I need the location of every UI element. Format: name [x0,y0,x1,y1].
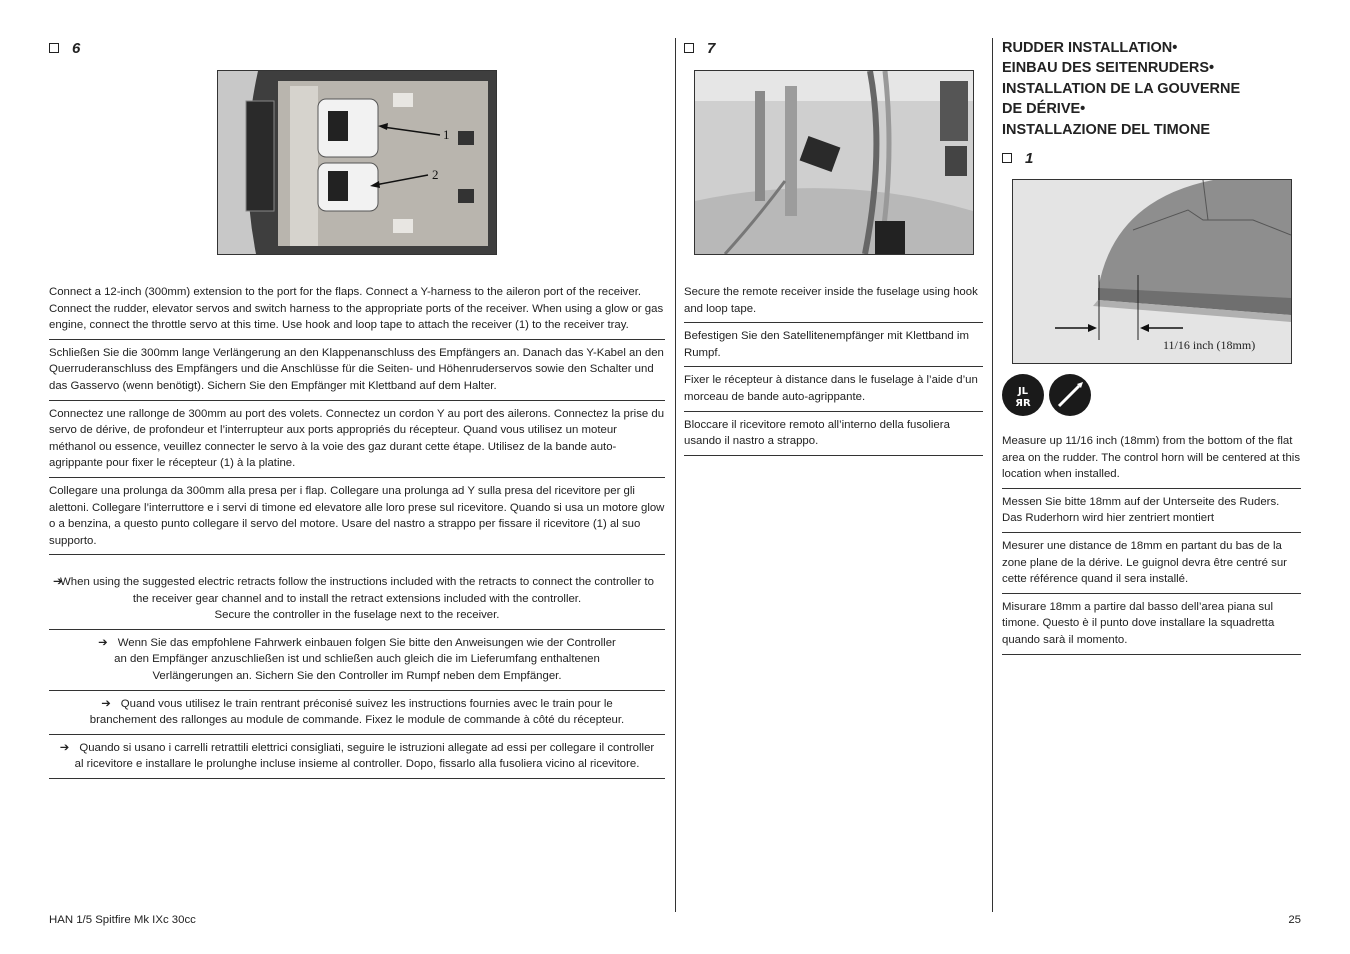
step-6-text [49,281,665,555]
paragraph-it: Bloccare il ricevitore remoto all’interno della fusoliera usando il nastro a strappo. [684,412,983,456]
paragraph-it: Collegare una prolunga da 300mm alla presa per i flap. Collegare una prolunga ad Y sulla presa del ricevitore per gli alettoni. Collegare l’interruttore e i servi di timone ed elevatore alle loro prese sul ricevitore. Quando si usa un motore glow o a benzina, a questo punto collegare il servo del motore. Usare del nastro a strappo per fissare il ricevitore (1) al suo supporto. [49,478,665,555]
arrow-right-icon: ➔ [101,697,111,710]
heading-line: INSTALLAZIONE DEL TIMONE [1002,121,1211,138]
section-heading [1002,38,1301,140]
paragraph-fr: Mesurer une distance de 18mm en partant du bas de la zone plane de la dérive. Le guignol devra être centré sur cette référence quand il sera installé. [1002,533,1301,594]
paragraph-de: Schließen Sie die 300mm lange Verlängerung an den Klappenanschluss des Empfängers an. Danach das Y-Kabel an den Querruderanschluss des Empfängers und die Anschlüsse für die Seiten- und Höhenruderservos sowie den Schalter und das Gasservo (wenn benötigt). Sichern Sie den Empfänger mit Klettband auf dem Halter. [49,340,665,401]
paragraph-fr: Connectez une rallonge de 300mm au port des volets. Connectez un cordon Y au port des ailerons. Connectez la prise du servo de dérive, de profondeur et l’interrupteur aux ports appropriés du récepteur. Quand vous utilisez un moteur méthanol ou essence, veuillez connecter le servo à la voie des gaz durant cette étape. Utilisez de la bande auto-agrippante pour fixer le récepteur (1) à la platine. [49,401,665,478]
hobby-knife-icon [1049,374,1091,416]
note-line: branchement des rallonges au module de commande. Fixez le module de commande à côté du récepteur. [89,714,625,727]
arrow-right-icon: ➔ [59,741,70,754]
column-divider [992,38,993,912]
receiver-tray-image [218,71,496,254]
page-number: 25 [1288,914,1301,926]
checkbox-icon[interactable] [684,43,694,53]
footer-title: HAN 1/5 Spitfire Mk IXc 30cc [49,914,196,926]
paragraph-fr: Fixer le récepteur à distance dans le fuselage à l’aide d’un morceau de bande auto-agrippante. [684,367,983,411]
rudder-image [1013,180,1291,363]
remote-receiver-image [695,71,973,254]
step-7-text [684,281,983,456]
paragraph-de: Befestigen Sie den Satellitenempfänger mit Klettband im Rumpf. [684,323,983,367]
photo-receiver-tray [217,70,497,255]
note-line: Secure the controller in the fuselage next to the receiver. [214,609,500,622]
note-en [49,571,665,630]
step-number: 6 [72,39,81,57]
arrow-right-icon: ➔ [53,576,63,588]
paragraph-en: Secure the remote receiver inside the fuselage using hook and loop tape. [684,281,983,323]
step-1-text [1002,430,1301,655]
step-header [684,38,983,58]
note-line: Verlängerungen an. Sichern Sie den Controller im Rumpf neben dem Empfänger. [152,669,562,682]
heading-line: RUDDER INSTALLATION• [1002,40,1178,56]
paragraph-en: Measure up 11/16 inch (18mm) from the bottom of the flat area on the rudder. The control horn will be centered at this location when installed. [1002,430,1301,489]
note-it [49,735,665,779]
heading-line: DE DÉRIVE• [1002,101,1086,118]
svg-text:JL: JL [1017,386,1029,397]
heading-line: INSTALLATION DE LA GOUVERNE [1002,80,1241,97]
measurement-label: 11/16 inch (18mm) [1163,338,1256,352]
photo-label-1: 1 [443,127,450,142]
retracts-notes [49,571,665,779]
ruler-icon [1002,374,1044,416]
column-rudder-installation [1002,38,1301,168]
step-number: 7 [707,39,716,57]
photo-rudder [1012,179,1292,364]
tools-required [1002,374,1096,416]
note-line: an den Empfänger anzuschließen ist und schließen auch gleich die im Lieferumfang enthaltenen [114,653,600,666]
svg-text:ЯR: ЯR [1015,398,1031,409]
step-number: 1 [1025,149,1034,167]
checkbox-icon[interactable] [49,43,59,53]
photo-remote-receiver [694,70,974,255]
photo-label-2: 2 [432,167,439,182]
column-step-7 [684,38,983,58]
arrow-right-icon: ➔ [98,636,108,649]
checkbox-icon[interactable] [1002,153,1012,163]
note-line: al ricevitore e installare le prolunghe incluse insieme al controller. Dopo, fissarlo alla fusoliera vicino al ricevitore. [74,758,640,771]
note-line: Wenn Sie das empfohlene Fahrwerk einbauen folgen Sie bitte den Anweisungen wie der Controller [117,636,616,649]
column-step-6 [49,38,665,58]
paragraph-it: Misurare 18mm a partire dal basso dell’area piana sul timone. Questo è il punto dove installare la squadretta quando sarà il momento. [1002,594,1301,655]
note-line: When using the suggested electric retracts follow the instructions included with the retracts to connect the controller to [60,576,654,588]
step-header [49,38,665,58]
note-fr [49,691,665,735]
paragraph-de: Messen Sie bitte 18mm auf der Unterseite des Ruders. Das Ruderhorn wird hier zentriert montiert [1002,489,1301,533]
heading-line: EINBAU DES SEITENRUDERS• [1002,60,1215,77]
note-line: Quand vous utilisez le train rentrant préconisé suivez les instructions fournies avec le train pour le [120,697,613,710]
column-divider [675,38,676,912]
note-line: Quando si usano i carrelli retrattili elettrici consigliati, seguire le istruzioni allegate ad essi per collegare il controller [79,741,655,754]
step-header [1002,148,1301,168]
note-line: the receiver gear channel and to install the retract extensions included with the controller. [132,592,582,605]
paragraph-en: Connect a 12-inch (300mm) extension to the port for the flaps. Connect a Y-harness to the aileron port of the receiver. Connect the rudder, elevator servos and switch harness to the appropriate ports of the receiver. When using a glow or gas engine, connect the throttle servo at this time. Use hook and loop tape to attach the receiver (1) to the receiver tray. [49,281,665,340]
note-de [49,630,665,691]
